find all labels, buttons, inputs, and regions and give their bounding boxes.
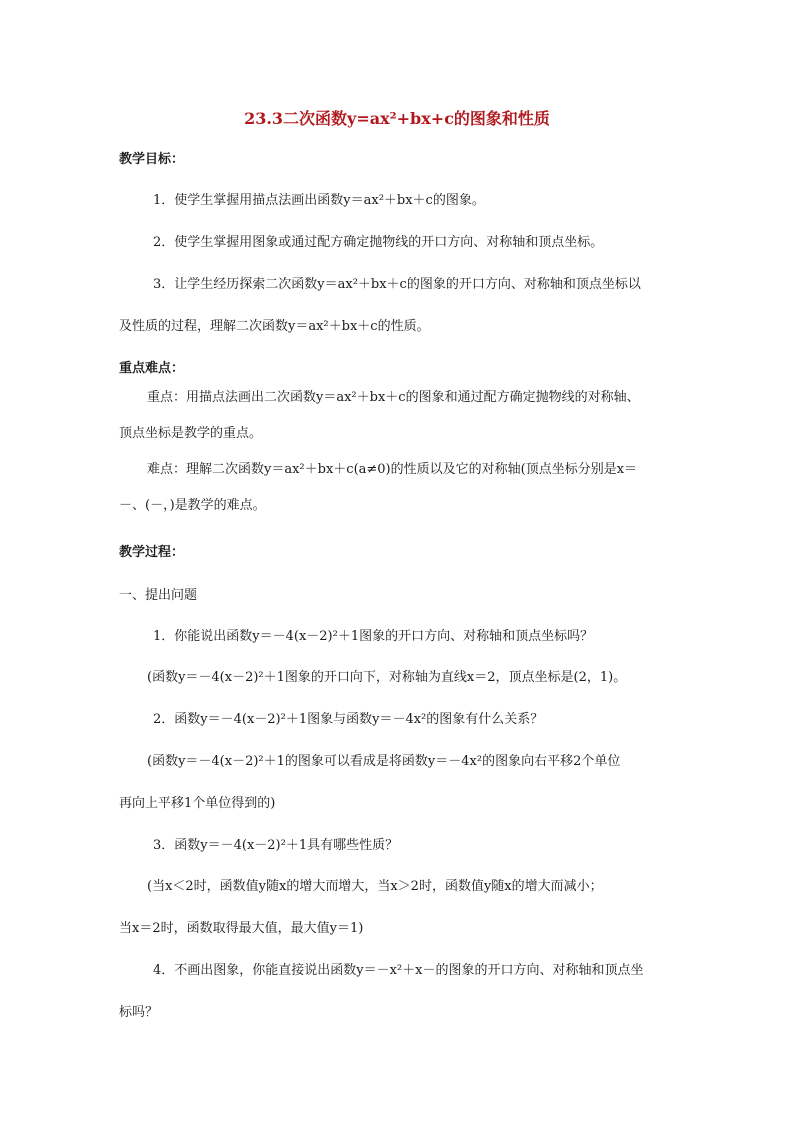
question-4-line-1: 4．不画出图象，你能直接说出函数y＝－x²＋x－的图象的开口方向、对称轴和顶点坐 [153, 963, 644, 978]
keypoints-heading: 重点难点： [119, 361, 185, 376]
goals-heading: 教学目标： [119, 152, 185, 167]
question-4-line-2: 标吗？ [119, 1005, 159, 1020]
answer-3-line-1: (当x＜2时，函数值y随x的增大而增大，当x＞2时，函数值y随x的增大而减小； [147, 879, 603, 894]
answer-1: (函数y＝－4(x－2)²＋1图象的开口向下，对称轴为直线x＝2，顶点坐标是(2，1)。 [147, 670, 627, 685]
answer-3-line-2: 当x＝2时，函数取得最大值，最大值y＝1) [119, 921, 364, 936]
question-3: 3．函数y＝－4(x－2)²＋1具有哪些性质？ [153, 838, 399, 853]
goal-item-3-line-2: 及性质的过程，理解二次函数y＝ax²＋bx＋c的性质。 [119, 319, 430, 334]
goal-item-1: 1．使学生掌握用描点法画出函数y＝ax²＋bx＋c的图象。 [153, 193, 485, 208]
goal-item-3-line-1: 3．让学生经历探索二次函数y＝ax²＋bx＋c的图象的开口方向、对称轴和顶点坐标以 [153, 277, 641, 292]
question-1: 1．你能说出函数y＝－4(x－2)²＋1图象的开口方向、对称轴和顶点坐标吗？ [153, 629, 594, 644]
answer-2-line-1: (函数y＝－4(x－2)²＋1的图象可以看成是将函数y＝－4x²的图象向右平移2个单位 [147, 754, 621, 769]
difficulty-line-1: 难点：理解二次函数y＝ax²＋bx＋c(a≠0)的性质以及它的对称轴(顶点坐标分别是x＝ [147, 462, 638, 477]
process-heading: 教学过程： [119, 545, 185, 560]
question-2: 2．函数y＝－4(x－2)²＋1图象与函数y＝－4x²的图象有什么关系？ [153, 712, 544, 727]
key-point-line-1: 重点：用描点法画出二次函数y＝ax²＋bx＋c的图象和通过配方确定抛物线的对称轴、 [147, 390, 640, 405]
answer-2-line-2: 再向上平移1个单位得到的) [119, 796, 276, 811]
section-1-heading: 一、提出问题 [119, 588, 198, 603]
page-title: 23.3二次函数y=ax²+bx+c的图象和性质 [244, 109, 550, 128]
difficulty-line-2: －、(－，)是教学的难点。 [119, 498, 266, 513]
key-point-line-2: 顶点坐标是教学的重点。 [119, 426, 263, 441]
goal-item-2: 2．使学生掌握用图象或通过配方确定抛物线的开口方向、对称轴和顶点坐标。 [153, 235, 604, 250]
